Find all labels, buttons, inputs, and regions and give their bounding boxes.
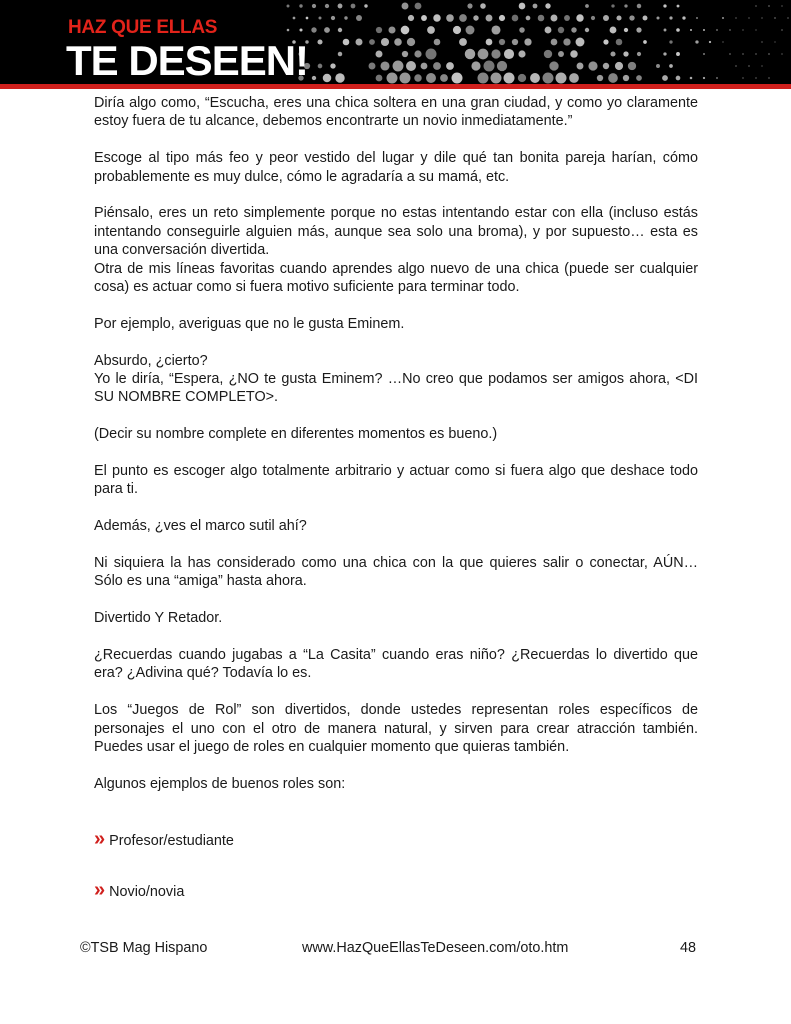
halftone-dot xyxy=(427,26,435,34)
halftone-dot xyxy=(664,29,667,32)
halftone-dot xyxy=(722,41,723,42)
halftone-dot xyxy=(703,53,705,55)
halftone-dot xyxy=(551,15,558,22)
halftone-dot xyxy=(356,15,362,21)
halftone-dot xyxy=(369,39,375,45)
halftone-dot xyxy=(682,16,685,19)
halftone-dot xyxy=(637,52,641,56)
halftone-dot xyxy=(643,16,648,21)
paragraph: Además, ¿ves el marco sutil ahí? xyxy=(94,518,307,535)
halftone-dot xyxy=(591,16,595,20)
paragraph: (Decir su nombre complete en diferentes momentos es bueno.) xyxy=(94,426,498,443)
chevron-right-icon: » xyxy=(94,879,106,901)
halftone-dot xyxy=(570,50,577,57)
halftone-dot xyxy=(774,17,775,18)
halftone-dot xyxy=(393,61,404,72)
halftone-dot xyxy=(722,17,724,19)
halftone-dot xyxy=(564,15,570,21)
halftone-dot xyxy=(512,15,519,22)
halftone-dot xyxy=(676,28,680,32)
halftone-dot xyxy=(526,16,531,21)
halftone-dot xyxy=(312,4,316,8)
halftone-dot xyxy=(312,76,316,80)
halftone-dot xyxy=(440,74,448,82)
halftone-dot xyxy=(376,75,383,82)
paragraph: Yo le diría, “Espera, ¿NO te gusta Eminem? …No creo que podamos ser amigos ahora, <DI SU NOMBRE COMPLETO>. xyxy=(94,371,698,406)
halftone-dot xyxy=(768,53,769,54)
halftone-dot xyxy=(662,75,668,81)
halftone-dot xyxy=(364,4,367,7)
halftone-dot xyxy=(768,5,769,6)
halftone-dot xyxy=(299,28,302,31)
halftone-dot xyxy=(355,38,362,45)
halftone-dot xyxy=(452,73,463,84)
halftone-dot xyxy=(603,39,608,44)
halftone-dot xyxy=(306,17,309,20)
halftone-dot xyxy=(677,5,680,8)
halftone-dot xyxy=(549,61,558,70)
footer-copyright: ©TSB Mag Hispano xyxy=(80,940,208,956)
halftone-dot xyxy=(504,49,514,59)
halftone-dots-decoration xyxy=(280,0,791,84)
halftone-dot xyxy=(338,28,342,32)
halftone-dot xyxy=(318,64,323,69)
footer-url[interactable]: www.HazQueEllasTeDeseen.com/oto.htm xyxy=(302,940,569,956)
halftone-dot xyxy=(491,49,500,58)
halftone-dot xyxy=(324,27,330,33)
halftone-dot xyxy=(669,16,672,19)
halftone-dot xyxy=(338,52,342,56)
halftone-dot xyxy=(703,77,705,79)
halftone-dot xyxy=(611,4,614,7)
halftone-dot xyxy=(338,4,343,9)
halftone-dot xyxy=(414,74,421,81)
halftone-dot xyxy=(351,4,356,9)
halftone-dot xyxy=(387,73,398,84)
halftone-dot xyxy=(486,15,493,22)
header-divider xyxy=(0,84,791,89)
halftone-dot xyxy=(643,40,647,44)
halftone-dot xyxy=(330,63,335,68)
body-text xyxy=(94,94,698,793)
halftone-dot xyxy=(446,14,454,22)
halftone-dot xyxy=(656,16,659,19)
halftone-dot xyxy=(608,73,618,83)
halftone-dot xyxy=(563,38,570,45)
paragraph: Por ejemplo, averiguas que no le gusta Eminem. xyxy=(94,315,405,332)
halftone-dot xyxy=(388,26,395,33)
halftone-dot xyxy=(755,5,756,6)
halftone-dot xyxy=(787,17,788,18)
halftone-dot xyxy=(394,38,402,46)
halftone-dot xyxy=(577,63,584,70)
halftone-dot xyxy=(624,28,628,32)
halftone-dot xyxy=(518,50,525,57)
halftone-dot xyxy=(576,38,585,47)
halftone-dot xyxy=(695,40,698,43)
halftone-dot xyxy=(459,38,467,46)
logo-line-2: TE DESEEN! xyxy=(66,37,309,84)
chevron-right-icon: » xyxy=(94,828,106,850)
halftone-dot xyxy=(588,61,597,70)
halftone-dot xyxy=(467,3,472,8)
halftone-dot xyxy=(735,17,736,18)
halftone-dot xyxy=(569,73,579,83)
halftone-dot xyxy=(748,65,749,66)
paragraph: Diría algo como, “Escucha, eres una chica soltera en una gran ciudad, y como yo claramente estoy fuera de tu alcance, debemos encontrarte un novio inmediatamente.” xyxy=(94,95,698,130)
halftone-dot xyxy=(491,73,502,84)
halftone-dot xyxy=(323,74,331,82)
halftone-dot xyxy=(576,14,583,21)
halftone-dot xyxy=(781,5,782,6)
halftone-dot xyxy=(519,27,525,33)
halftone-dot xyxy=(478,73,489,84)
halftone-dot xyxy=(623,51,628,56)
halftone-dot xyxy=(504,73,515,84)
halftone-dot xyxy=(318,16,321,19)
halftone-dot xyxy=(755,77,756,78)
halftone-dot xyxy=(524,38,531,45)
halftone-dot xyxy=(761,65,762,66)
halftone-dot xyxy=(735,65,736,66)
halftone-dot xyxy=(299,4,302,7)
halftone-dot xyxy=(478,49,489,60)
halftone-dot xyxy=(293,17,296,20)
paragraph: Otra de mis líneas favoritas cuando aprendes algo nuevo de una chica (puede ser cualquier cosa) es actuar como si fuera motivo suficiente para terminar todo. xyxy=(94,260,698,296)
halftone-dot xyxy=(538,15,545,22)
paragraph: Algunos ejemplos de buenos roles son: xyxy=(94,775,346,792)
halftone-dot xyxy=(669,64,673,68)
halftone-dot xyxy=(499,15,505,21)
halftone-dot xyxy=(317,39,322,44)
halftone-dot xyxy=(400,73,411,84)
halftone-dot xyxy=(401,26,410,35)
paragraph: Escoge al tipo más feo y peor vestido del lugar y dile qué tan bonita pareja harían, cómo probablemente es muy dulce, cómo le agradaría a su mamá, etc. xyxy=(94,150,698,185)
halftone-dot xyxy=(761,41,762,42)
halftone-dot xyxy=(335,73,344,82)
halftone-dot xyxy=(624,4,627,7)
halftone-dot xyxy=(480,3,486,9)
halftone-dot xyxy=(616,39,623,46)
page-number: 48 xyxy=(680,940,697,956)
halftone-dot xyxy=(545,3,550,8)
halftone-dot xyxy=(473,15,478,20)
halftone-dot xyxy=(415,3,422,10)
paragraph: ¿Recuerdas cuando jugabas a “La Casita” cuando eras niño? ¿Recuerdas lo divertido que era? ¿Adivina qué? Todavía lo es. xyxy=(94,647,698,682)
halftone-dot xyxy=(558,27,564,33)
halftone-dot xyxy=(497,61,507,71)
halftone-dot xyxy=(623,75,629,81)
list-item-text: Novio/novia xyxy=(109,884,185,900)
halftone-dot xyxy=(597,75,603,81)
halftone-dot xyxy=(426,49,437,60)
halftone-dot xyxy=(421,15,427,21)
halftone-dot xyxy=(636,27,641,32)
halftone-dot xyxy=(690,29,692,31)
halftone-dot xyxy=(556,73,567,84)
logo-line-1: HAZ QUE ELLAS xyxy=(68,17,218,38)
list-item xyxy=(94,828,234,851)
halftone-dot xyxy=(636,75,642,81)
halftone-dot xyxy=(376,51,383,58)
halftone-dot xyxy=(656,64,660,68)
halftone-dot xyxy=(519,3,526,10)
halftone-dot xyxy=(446,62,454,70)
halftone-dot xyxy=(369,63,376,70)
halftone-dot xyxy=(433,62,441,70)
halftone-dot xyxy=(376,27,382,33)
halftone-dot xyxy=(663,52,666,55)
halftone-dot xyxy=(761,17,762,18)
halftone-dot xyxy=(407,38,415,46)
halftone-dot xyxy=(610,51,615,56)
halftone-dot xyxy=(484,61,495,72)
halftone-dot xyxy=(742,29,743,30)
halftone-dot xyxy=(533,4,538,9)
paragraph: Los “Juegos de Rol” son divertidos, donde ustedes representan roles específicos de personajes el uno con el otro de manera natural, y sirven para crear atracción también. Puedes usar el juego de roles en cualquier momento que quieras también. xyxy=(94,702,698,756)
halftone-dot xyxy=(471,61,480,70)
paragraph: El punto es escoger algo totalmente arbitrario y actuar como si fuera algo que deshace todo para ti. xyxy=(94,463,698,498)
paragraph: Piénsalo, eres un reto simplemente porque no estas intentando estar con ella (incluso estás intentando conseguirle alguien más, aunque sea solo una broma), y por supuesto… esta es una conversación divertida. xyxy=(94,205,698,259)
halftone-dot xyxy=(344,16,347,19)
halftone-dot xyxy=(453,26,461,34)
halftone-dot xyxy=(669,40,672,43)
page-header xyxy=(0,0,791,84)
halftone-dot xyxy=(663,4,666,7)
halftone-dot xyxy=(414,50,421,57)
halftone-dot xyxy=(690,77,693,80)
halftone-dot xyxy=(603,15,609,21)
halftone-dot xyxy=(421,63,428,70)
halftone-dot xyxy=(781,29,782,30)
halftone-dot xyxy=(530,73,540,83)
halftone-dot xyxy=(518,74,526,82)
halftone-dot xyxy=(774,41,775,42)
halftone-dot xyxy=(558,51,564,57)
halftone-dot xyxy=(729,53,730,54)
halftone-dot xyxy=(768,77,769,78)
halftone-dot xyxy=(742,77,743,78)
list-item xyxy=(94,879,184,902)
halftone-dot xyxy=(402,51,408,57)
halftone-dot xyxy=(676,52,680,56)
halftone-dot xyxy=(433,14,440,21)
halftone-dot xyxy=(716,77,718,79)
halftone-dot xyxy=(406,61,416,71)
halftone-dot xyxy=(434,39,441,46)
halftone-dot xyxy=(491,25,500,34)
halftone-dot xyxy=(755,53,756,54)
halftone-dot xyxy=(465,49,475,59)
paragraph: Divertido Y Retador. xyxy=(94,610,223,627)
halftone-dot xyxy=(696,17,698,19)
halftone-dot xyxy=(331,16,335,20)
halftone-dot xyxy=(543,73,554,84)
halftone-dot xyxy=(748,17,749,18)
halftone-dot xyxy=(616,15,621,20)
halftone-dot xyxy=(544,50,552,58)
halftone-dot xyxy=(381,38,389,46)
halftone-dot xyxy=(610,27,617,34)
halftone-dot xyxy=(343,39,350,46)
halftone-dot xyxy=(486,39,493,46)
halftone-dot xyxy=(637,4,641,8)
halftone-dot xyxy=(512,39,518,45)
halftone-dot xyxy=(729,29,730,30)
halftone-dot xyxy=(716,29,718,31)
halftone-dot xyxy=(755,29,756,30)
halftone-dot xyxy=(551,39,558,46)
halftone-dot xyxy=(380,61,389,70)
halftone-dot xyxy=(325,4,329,8)
list-item-text: Profesor/estudiante xyxy=(109,833,234,849)
halftone-dot xyxy=(676,76,681,81)
halftone-dot xyxy=(408,15,414,21)
halftone-dot xyxy=(466,26,475,35)
halftone-dot xyxy=(545,27,552,34)
halftone-dot xyxy=(703,29,705,31)
halftone-dot xyxy=(603,63,609,69)
halftone-dot xyxy=(742,53,743,54)
halftone-dot xyxy=(585,4,589,8)
halftone-dot xyxy=(426,73,436,83)
halftone-dot xyxy=(781,53,782,54)
halftone-dot xyxy=(459,14,467,22)
halftone-dot xyxy=(499,39,505,45)
halftone-dot xyxy=(709,41,711,43)
halftone-dot xyxy=(287,29,290,32)
halftone-dot xyxy=(628,62,636,70)
halftone-dot xyxy=(402,3,409,10)
halftone-dot xyxy=(287,5,290,8)
paragraph: Absurdo, ¿cierto? xyxy=(94,352,208,369)
halftone-dot xyxy=(571,27,576,32)
halftone-dot xyxy=(585,28,589,32)
halftone-dot xyxy=(629,15,634,20)
halftone-dot xyxy=(311,27,316,32)
halftone-dot xyxy=(615,62,623,70)
paragraph: Ni siquiera la has considerado como una chica con la que quieres salir o conectar, AÚN… Sólo es una “amiga” hasta ahora. xyxy=(94,555,698,590)
